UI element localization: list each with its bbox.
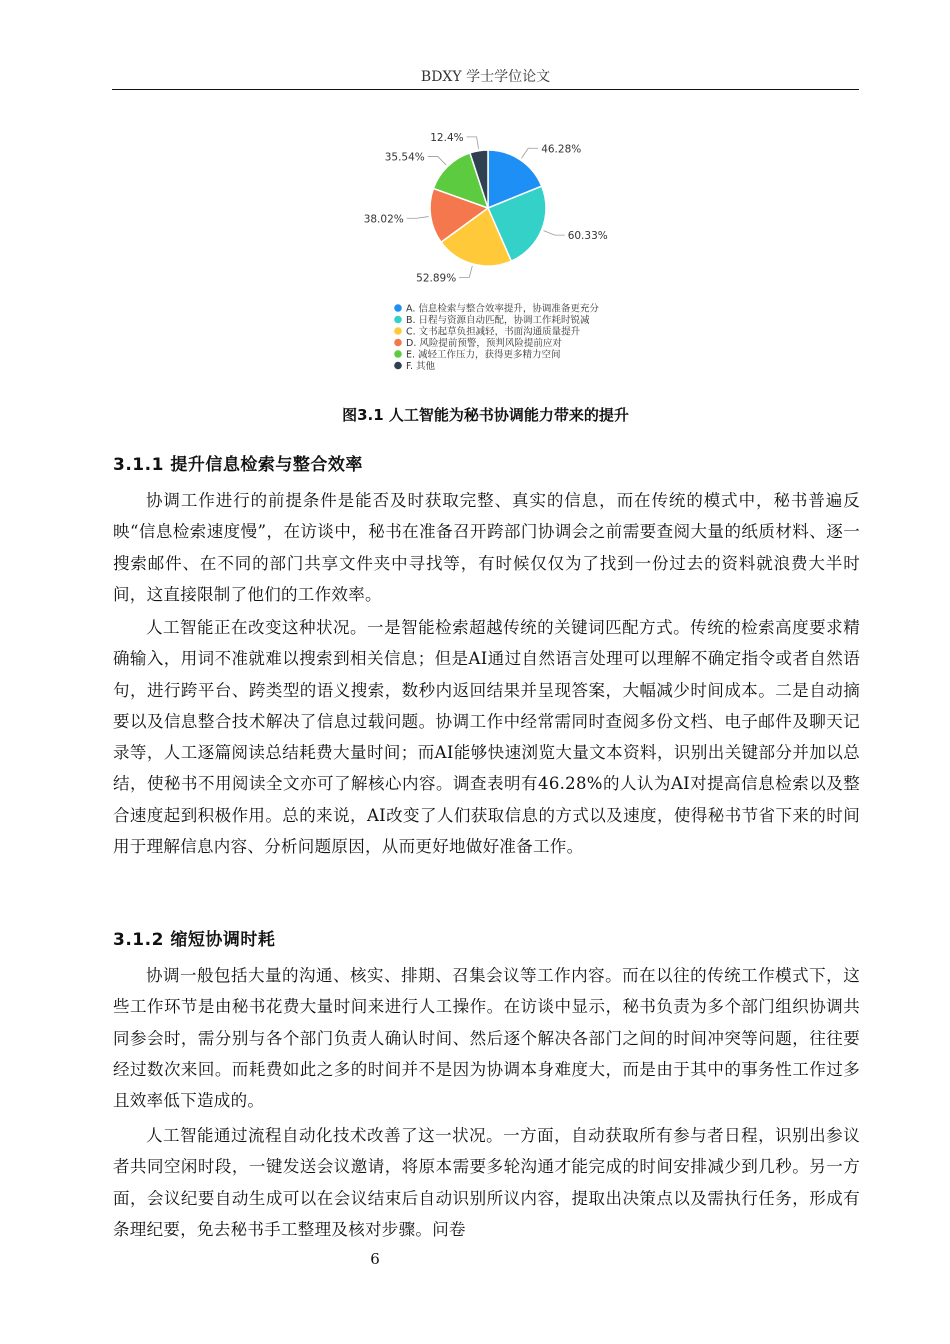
legend-marker (394, 304, 402, 312)
pie-chart-figure (330, 112, 650, 382)
slice-label: 38.02% (363, 213, 404, 226)
header-rule (112, 89, 859, 90)
paragraph: 协调工作进行的前提条件是能否及时获取完整、真实的信息，而在传统的模式中，秘书普遍反映“信息检索速度慢”，在访谈中，秘书在准备召开跨部门协调会之前需要查阅大量的纸质材料、逐一搜索邮件、在不同的部门共享文件夹中寻找等，有时候仅仅为了找到一份过去的资料就浪费大半时间，这直接限制了他们的工作效率。 (113, 491, 860, 604)
running-header: BDXY 学士学位论文 (420, 69, 551, 85)
legend-marker (394, 362, 402, 370)
legend-label: B. 日程与资源自动匹配，协调工作耗时锐减 (406, 315, 590, 326)
leader-line (467, 137, 479, 149)
slice-label: 60.33% (567, 230, 608, 243)
paragraph: 人工智能通过流程自动化技术改善了这一状况。一方面，自动获取所有参与者日程，识别出参议者共同空闲时段，一键发送会议邀请，将原本需要多轮沟通才能完成的时间安排减少到几秒。另一方面，会议纪要自动生成可以在会议结束后自动识别所议内容，提取出决策点以及需执行任务，形成有条理纪要，免去秘书手工整理及核对步骤。问卷 (113, 1126, 860, 1239)
legend-label: F. 其他 (406, 361, 435, 372)
section-title-3-1-2: 3.1.2 缩短协调时耗 (113, 930, 276, 950)
legend-label: E. 减轻工作压力，获得更多精力空间 (406, 349, 561, 361)
legend-marker (394, 350, 402, 358)
legend-marker (394, 316, 402, 324)
paragraph: 人工智能正在改变这种状况。一是智能检索超越传统的关键词匹配方式。传统的检索高度要求精确输入，用词不准就难以搜索到相关信息；但是AI通过自然语言处理可以理解不确定指令或者自然语句，进行跨平台、跨类型的语义搜索，数秒内返回结果并呈现答案，大幅减少时间成本。二是自动摘要以及信息整合技术解决了信息过载问题。协调工作中经常需同时查阅多份文档、电子邮件及聊天记录等，人工逐篇阅读总结耗费大量时间；而AI能够快速浏览大量文本资料，识别出关键部分并加以总结，使秘书不用阅读全文亦可了解核心内容。调查表明有46.28%的人认为AI对提高信息检索以及整合速度起到积极作用。总的来说，AI改变了人们获取信息的方式以及速度，使得秘书节省下来的时间用于理解信息内容、分析问题原因，从而更好地做好准备工作。 (113, 618, 860, 857)
slice-label: 12.4% (430, 131, 464, 144)
leader-line (428, 156, 446, 165)
legend-marker (394, 327, 402, 335)
legend-label: D. 风险提前预警，预判风险提前应对 (406, 338, 562, 349)
legend-label: A. 信息检索与整合效率提升，协调准备更充分 (406, 303, 599, 315)
leader-line (407, 217, 429, 219)
section-title-3-1-1: 3.1.1 提升信息检索与整合效率 (113, 455, 363, 475)
paragraph: 协调一般包括大量的沟通、核实、排期、召集会议等工作内容。而在以往的传统工作模式下，这些工作环节是由秘书花费大量时间来进行人工操作。在访谈中显示，秘书负责为多个部门组织协调共同参会时，需分别与各个部门负责人确认时间、然后逐个解决各部门之间的时间冲突等问题，往往要经过数次来回。而耗费如此之多的时间并不是因为协调本身难度大，而是由于其中的事务性工作过多且效率低下造成的。 (113, 966, 860, 1111)
page-number: 6 (370, 1250, 380, 1268)
slice-label: 35.54% (384, 151, 425, 164)
leader-line (521, 148, 538, 158)
leader-line (459, 266, 472, 278)
figure-caption: 图3.1 人工智能为秘书协调能力带来的提升 (342, 406, 629, 424)
leader-line (544, 231, 565, 236)
legend-marker (394, 339, 402, 347)
slice-label: 52.89% (416, 272, 457, 285)
legend-label: C. 文书起草负担减轻，书面沟通质量提升 (406, 326, 581, 338)
slice-label: 46.28% (541, 143, 582, 156)
pie-chart (330, 112, 650, 382)
